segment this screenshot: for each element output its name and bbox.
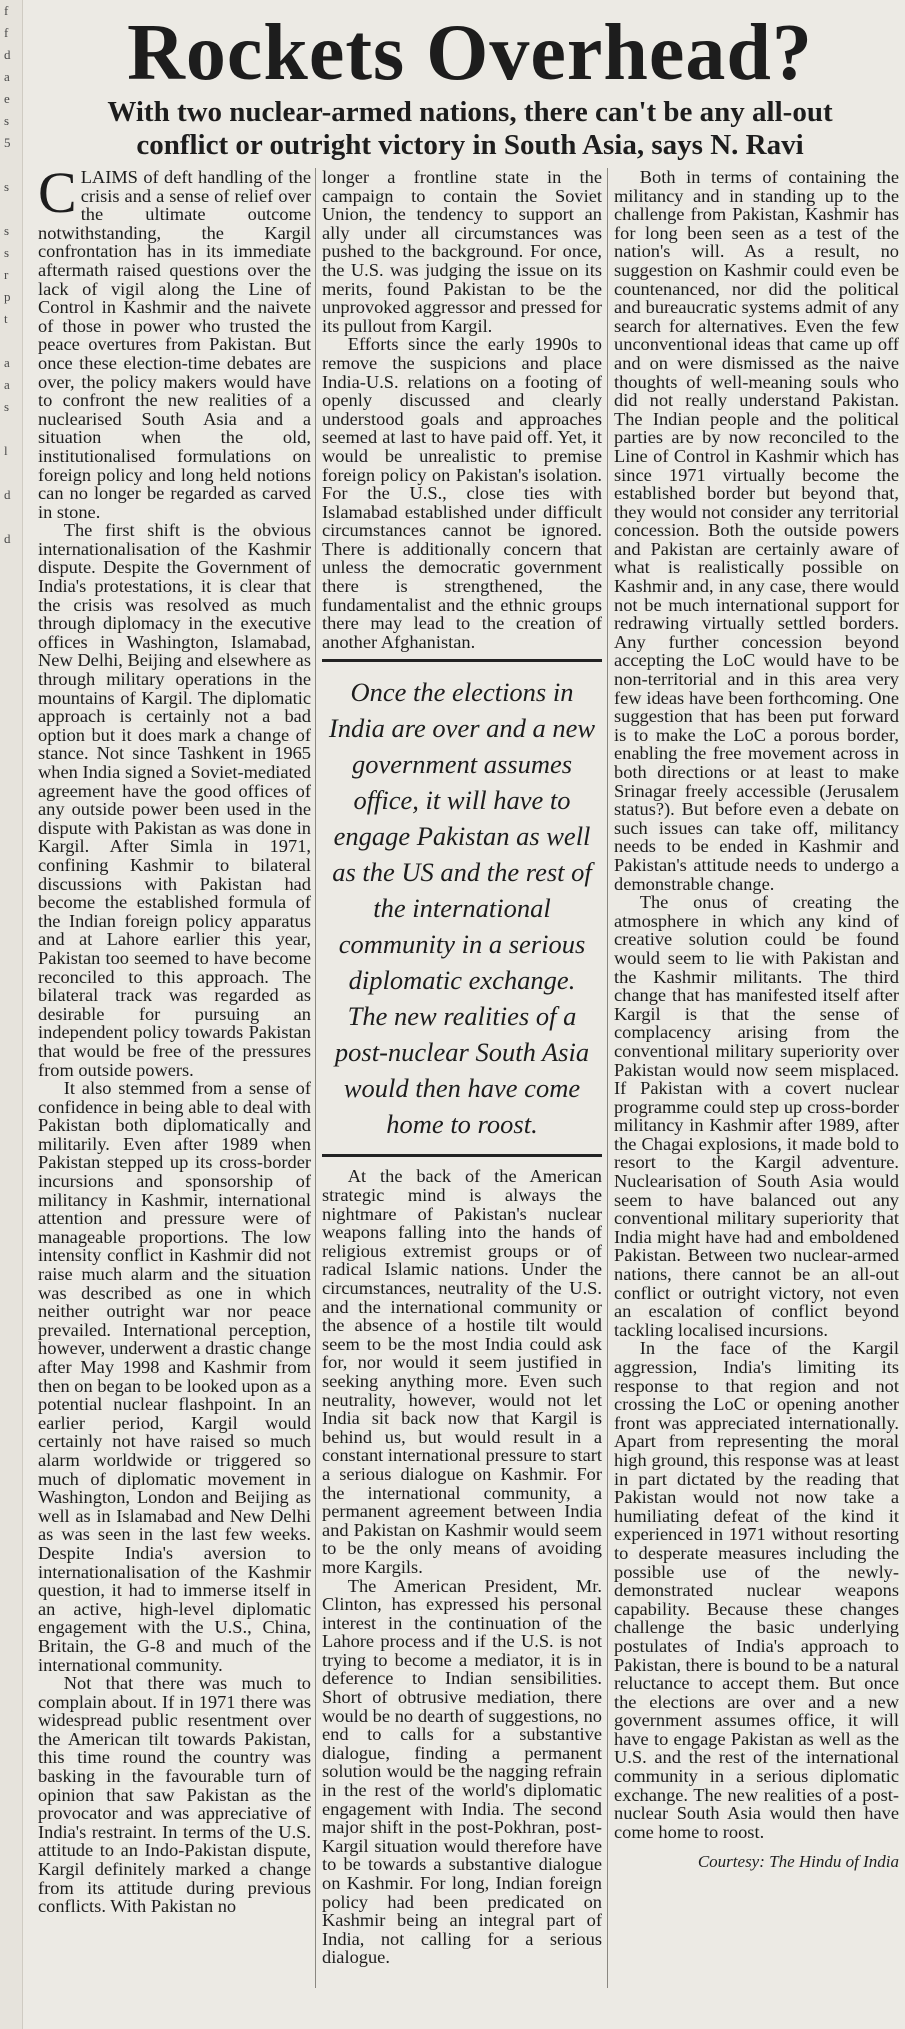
edge-letter: l — [4, 443, 8, 458]
edge-letter: s — [4, 245, 10, 260]
column-3 — [614, 168, 899, 1872]
paragraph — [38, 160, 311, 522]
edge-letter: a — [4, 377, 10, 392]
edge-letter: d — [4, 47, 11, 62]
pull-quote: Once the elections in India are over and a new government assumes office, it will have to engage Pakistan as well as the US and the rest of the international community in a serious diplomatic exchange. The new realities of a post-nuclear South Asia would then have come home to roost. — [322, 659, 602, 1157]
edge-letter: d — [4, 487, 11, 502]
edge-letter: s — [4, 399, 10, 414]
paragraph: It also stemmed from a sense of confidence in being able to deal with Pakistan both diplomatically and militarily. Even after 1989 when Pakistan stepped up its cross-border incursions and sponsorship of militancy in Kashmir, international attention and pressure were of manageable proportions. The low intensity conflict in Kashmir did not raise much alarm and the situation was described as one in which neither outright war nor peace prevailed. International perception, however, underwent a drastic change after May 1998 and Kashmir from then on began to be looked upon as a potential nuclear flashpoint. In an earlier period, Kargil would certainly not have raised so much alarm worldwide or triggered so much of diplomatic movement in Washington, London and Beijing as well as in Islamabad and New Delhi as was seen in the last few weeks. Despite India's aversion to internationalisation of the Kashmir question, it had to immerse itself in an active, high-level diplomatic engagement with the U.S., China, Britain, the G-8 and much of the international community. — [38, 1078, 311, 1675]
column-2 — [322, 168, 602, 1967]
subheadline-text: With two nuclear-armed nations, there can't be any all-out conflict or outright victory in South Asia, says — [107, 96, 833, 161]
paragraph: Not that there was much to complain about. If in 1971 there was widespread public resentment over the American tilt towards Pakistan, this time round the country was basking in the favourable turn of opinion that saw Pakistan as the provocator and was appreciative of India's restraint. In terms of the U.S. attitude to an Indo-Pakistan dispute, Kargil definitely marked a change from its attitude during previous conflicts. With Pakistan no — [38, 1673, 311, 1917]
headline: Rockets Overhead? — [127, 9, 813, 97]
paragraph: At the back of the American strategic mind is always the nightmare of Pakistan's nuclear weapons falling into the hands of religious extremist groups or of radical Islamic nations. Under the circumstances, neutrality of the U.S. and the international community or the absence of a hostile tilt would seem to be the most India could ask for, nor would it seem justified in seeking anything more. Even such neutrality, however, would not let India sit back now that Kargil is behind us, but would result in a constant international pressure to start a serious dialogue on Kashmir. For the international community, a permanent agreement between India and Pakistan on Kashmir would seem to be the only means of avoiding more Kargils. — [322, 1166, 602, 1577]
paragraph: Efforts since the early 1990s to remove the suspicions and place India-U.S. relations on a footing of openly discussed and clearly understood goals and approaches seemed at last to have paid off. Yet, it would be unrealistic to premise foreign policy on Pakistan's isolation. For the U.S., close ties with Islamabad established under difficult circumstances cannot be ignored. There is additionally concern that unless the democratic government there is strengthened, the fundamentalist and the ethnic groups there may lead to the creation of another Afghanistan. — [322, 334, 602, 652]
column-rule — [315, 168, 316, 1988]
paragraph: longer a frontline state in the campaign to contain the Soviet Union, the tendency to support an ally under all circumstances was pushed to the background. For once, the U.S. was judging the issue on its merits, found Pakistan to be the unprovoked aggressor and pressed for its pullout from Kargil. — [322, 167, 602, 336]
edge-letter: s — [4, 223, 10, 238]
paragraph: The onus of creating the atmosphere in which any kind of creative solution could be found would seem to lie with Pakistan and the Kashmir militants. The third change that has manifested itself after Kargil is that the sense of complacency arising from the conventional military superiority over Pakistan would now seem misplaced. If Pakistan with a covert nuclear programme could step up cross-border militancy in Kashmir after 1989, after the Chagai explosions, it made bold to resort to the Kargil adventure. Nuclearisation of South Asia would seem to have balanced out any conventional military superiority that India might have had and emboldened Pakistan. Between two nuclear-armed nations, there cannot be an all-out conflict or outright victory, not even an escalation of conflict beyond tackling localised incursions. — [614, 892, 899, 1340]
paragraph: The American President, Mr. Clinton, has expressed his personal interest in the continuation of the Lahore process and if the U.S. is not trying to become a mediator, it is in deference to Indian sensibilities. Short of obtrusive mediation, there would be no dearth of suggestions, no end to calls for a substantive dialogue, finding a permanent solution would be the nagging refrain in the rest of the world's diplomatic engagement with India. The second major shift in the post-Pokhran, post-Kargil situation would therefore have to be towards a substantive dialogue on Kashmir. For long, Indian foreign policy had been predicated on Kashmir being an integral part of India, not calling for a serious dialogue. — [322, 1575, 602, 1968]
paragraph-text: LAIMS of deft handling of the crisis and a sense of relief over the ultimate outcome notwithstanding, the Kargil confrontation has in its immediate aftermath raised questions over the lack of vigil along the Line of Control in Kashmir and the naivete of those in power who trusted the peace overtures from Pakistan. But once these election-time debates are over, the policy makers would have to confront the new realities of a nuclearised South Asia and a situation when the old, institutionalised formulations on foreign policy and long held notions can no longer be regarded as carved in stone. — [38, 167, 311, 522]
edge-letter: s — [4, 113, 10, 128]
paragraph: Both in terms of containing the militancy and in standing up to the challenge from Pakistan, Kashmir has for long been seen as a test of the nation's will. As a result, no suggestion on Kashmir could even be countenanced, nor did the political and bureaucratic systems admit of any search for alternatives. Even the few unconventional ideas that came up off and on were dismissed as the naive thoughts of well-meaning souls who did not really understand Pakistan. The Indian people and the political parties are by now reconciled to the Line of Control in Kashmir which has since 1971 virtually become the established border but beyond that, they would not consider any territorial concession. Both the outside powers and Pakistan are certainly aware of what is realistically possible on Kashmir and, in any case, there would not be much international support for redrawing virtually settled borders. Any further concession beyond accepting the LoC would have to be non-territorial and in this area very few ideas have been forthcoming. One suggestion that has been put forward is to make the LoC a porous border, enabling the free movement across in both directions or at least to make Srinagar freely accessible (Jerusalem status?). But before even a debate on such issues can take off, militancy needs to be ended in Kashmir and Pakistan's attitude needs to undergo a demonstrable change. — [614, 167, 899, 894]
column-rule — [607, 168, 608, 1988]
edge-letter: 5 — [4, 135, 11, 150]
edge-letter: a — [4, 69, 10, 84]
column-1 — [38, 160, 311, 1917]
edge-letter — [0, 418, 22, 440]
edge-letter — [0, 198, 22, 220]
edge-letter: t — [4, 311, 8, 326]
edge-letter: f — [4, 25, 9, 40]
byline: N. Ravi — [710, 129, 804, 161]
subheadline — [82, 96, 858, 162]
edge-letter: d — [4, 531, 11, 546]
edge-letter — [0, 506, 22, 528]
drop-cap: C — [38, 160, 77, 225]
edge-letter: s — [4, 179, 10, 194]
adjacent-page-edge — [0, 0, 23, 2029]
edge-letter: f — [4, 3, 9, 18]
edge-letter — [0, 154, 22, 176]
source-credit: Courtesy: The Hindu of India — [697, 1852, 899, 1872]
paragraph: In the face of the Kargil aggression, India's limiting its response to that region and not crossing the LoC or opening another front was appreciated internationally. Apart from representing the moral high ground, this response was at least in part dictated by the reading that Pakistan would not now take a humiliating defeat of the kind it experienced in 1971 without resorting to desperate measures including the possible use of the newly-demonstrated nuclear weapons capability. Because these changes challenge the basic underlying postulates of India's approach to Pakistan, there is bound to be a natural reluctance to accept them. But once the elections are over and a new government assumes office, it will have to engage Pakistan as well as the U.S. and the rest of the international community in a serious diplomatic exchange. The new realities of a post-nuclear South Asia would then have come home to roost. — [614, 1338, 899, 1842]
newspaper-page — [30, 0, 902, 2029]
edge-letter — [0, 462, 22, 484]
edge-letter: a — [4, 355, 10, 370]
edge-letter: e — [4, 91, 10, 106]
edge-letter — [0, 330, 22, 352]
paragraph: The first shift is the obvious internationalisation of the Kashmir dispute. Despite the Government of India's protestations, it is clear that the crisis was resolved as much through diplomacy in the executive offices in Washington, Islamabad, New Delhi, Beijing and elsewhere as through military operations in the mountains of Kargil. The diplomatic approach is certainly not a bad option but it does mark a change of stance. Not since Tashkent in 1965 when India signed a Soviet-mediated agreement have the good offices of any outside power been used in the dispute with Pakistan as was done in Kargil. After Simla in 1971, confining Kashmir to bilateral discussions with Pakistan had become the established formula of the Indian foreign policy apparatus and at Lahore earlier this year, Pakistan too seemed to have become reconciled to this approach. The bilateral track was regarded as desirable for pursuing an independent policy towards Pakistan that would be free of the pressures from outside powers. — [38, 520, 311, 1080]
edge-letter: r — [4, 267, 9, 282]
edge-letter: p — [4, 289, 11, 304]
